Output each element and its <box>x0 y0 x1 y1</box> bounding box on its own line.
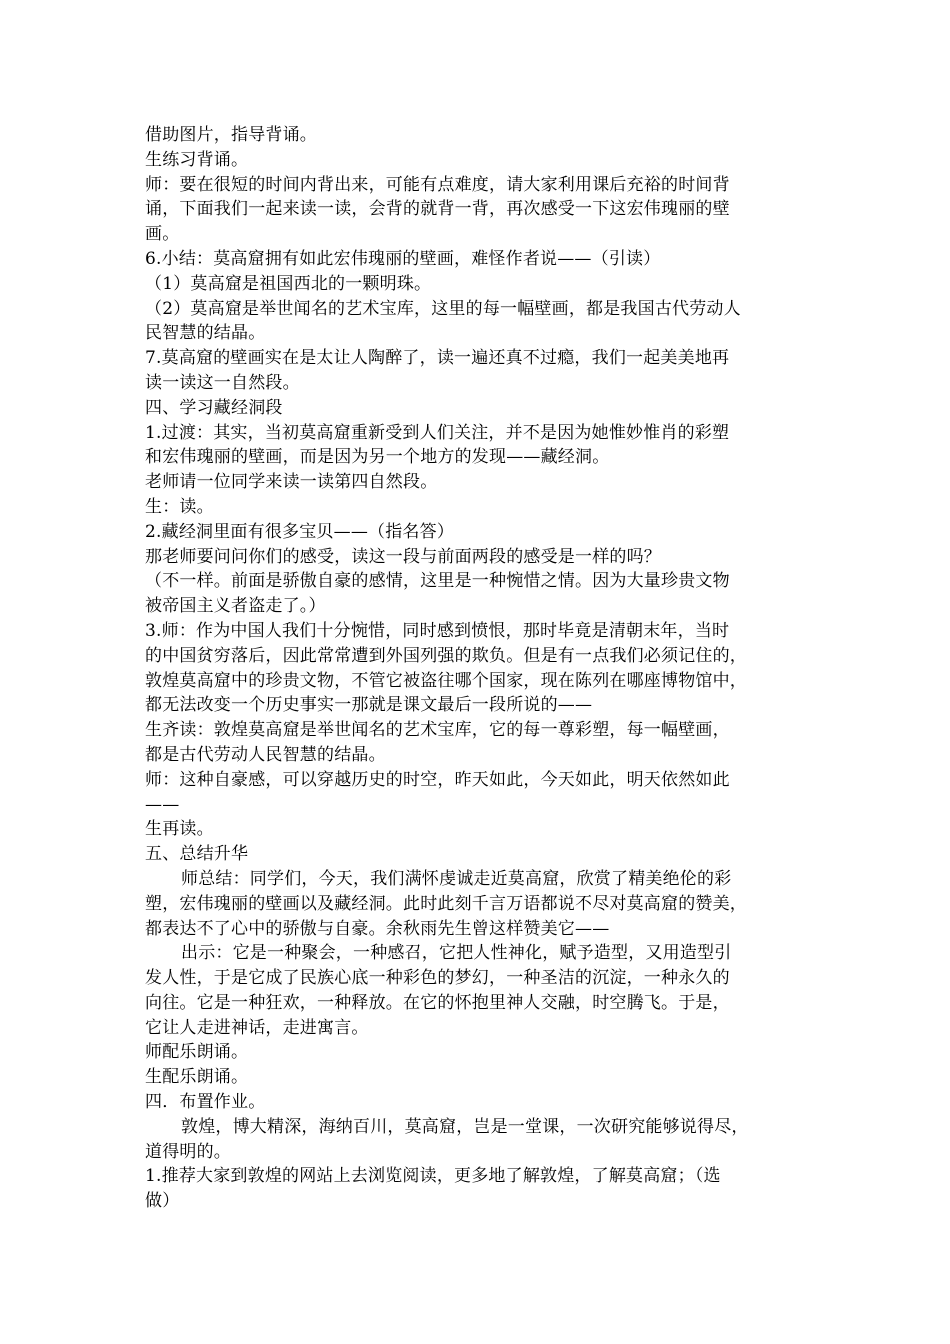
text-line: —— <box>145 794 180 815</box>
text-line: 1.推荐大家到敦煌的网站上去浏览阅读，更多地了解敦煌，了解莫高窟；（选 <box>145 1166 721 1187</box>
text-line: 6.小结：莫高窟拥有如此宏伟瑰丽的壁画，难怪作者说——（引读） <box>145 248 661 269</box>
text-line: （不一样。前面是骄傲自豪的感情，这里是一种惋惜之情。因为大量珍贵文物 <box>145 571 730 592</box>
text-line: 塑，宏伟瑰丽的壁画以及藏经洞。此时此刻千言万语都说不尽对莫高窟的赞美， <box>145 893 747 914</box>
text-line: 出示：它是一种聚会，一种感召，它把人性神化，赋予造型，又用造型引 <box>181 943 732 964</box>
text-line: 生配乐朗诵。 <box>145 1067 249 1088</box>
text-line: 道得明的。 <box>145 1141 231 1162</box>
text-line: 师总结：同学们，今天，我们满怀虔诚走近莫高窟，欣赏了精美绝伦的彩 <box>181 868 732 889</box>
text-line: 被帝国主义者盗走了。） <box>145 596 326 617</box>
text-line: 生：读。 <box>145 496 214 517</box>
text-line: 借助图片，指导背诵。 <box>145 125 317 145</box>
text-line: 都是古代劳动人民智慧的结晶。 <box>145 744 386 765</box>
text-line: 民智慧的结晶。 <box>145 323 266 344</box>
text-line: 它让人走进神话，走进寓言。 <box>145 1017 369 1038</box>
text-line: 读一读这一自然段。 <box>145 372 300 393</box>
text-line: （1）莫高窟是祖国西北的一颗明珠。 <box>145 273 432 294</box>
text-line: 都表达不了心中的骄傲与自豪。余秋雨先生曾这样赞美它—— <box>145 918 610 939</box>
text-line: 生齐读：敦煌莫高窟是举世闻名的艺术宝库，它的每一尊彩塑，每一幅壁画， <box>145 720 730 741</box>
text-line: 向往。它是一种狂欢，一种释放。在它的怀抱里神人交融，时空腾飞。于是， <box>145 992 730 1013</box>
text-line: 2.藏经洞里面有很多宝贝——（指名答） <box>145 521 455 542</box>
text-line: 老师请一位同学来读一读第四自然段。 <box>145 472 438 493</box>
document-page <box>145 123 815 1214</box>
text-line: 生再读。 <box>145 819 214 840</box>
text-line: 那老师要问问你们的感受，读这一段与前面两段的感受是一样的吗？ <box>145 546 661 567</box>
text-line: 师：要在很短的时间内背出来，可能有点难度，请大家利用课后充裕的时间背 <box>145 174 730 195</box>
text-line: 敦煌莫高窟中的珍贵文物，不管它被盗往哪个国家，现在陈列在哪座博物馆中， <box>145 670 747 691</box>
text-line: 诵，下面我们一起来读一读，会背的就背一背，再次感受一下这宏伟瑰丽的壁 <box>145 199 730 220</box>
text-line: 1.过渡：其实，当初莫高窟重新受到人们关注，并不是因为她惟妙惟肖的彩塑 <box>145 422 730 443</box>
text-line: 五、总结升华 <box>145 844 249 865</box>
text-line: 的中国贫穷落后，因此常常遭到外国列强的欺负。但是有一点我们必须记住的， <box>145 645 747 666</box>
text-line: 师配乐朗诵。 <box>145 1042 249 1063</box>
text-line: 和宏伟瑰丽的壁画，而是因为另一个地方的发现——藏经洞。 <box>145 447 610 468</box>
text-line: （2）莫高窟是举世闻名的艺术宝库，这里的每一幅壁画，都是我国古代劳动人 <box>145 298 741 319</box>
text-line: 生练习背诵。 <box>145 149 249 170</box>
text-line: 发人性，于是它成了民族心底一种彩色的梦幻，一种圣洁的沉淀，一种永久的 <box>145 968 730 989</box>
text-line: 3.师：作为中国人我们十分惋惜，同时感到愤恨，那时毕竟是清朝末年，当时 <box>145 620 730 641</box>
text-line: 画。 <box>145 224 180 245</box>
text-line: 师：这种自豪感，可以穿越历史的时空，昨天如此，今天如此，明天依然如此 <box>145 769 730 790</box>
text-line: 敦煌，博大精深，海纳百川，莫高窟，岂是一堂课，一次研究能够说得尽， <box>181 1116 749 1137</box>
text-line: 做） <box>145 1191 180 1212</box>
text-line: 四、学习藏经洞段 <box>145 397 283 418</box>
text-line: 四．布置作业。 <box>145 1092 266 1113</box>
text-line: 都无法改变一个历史事实一那就是课文最后一段所说的—— <box>145 695 593 716</box>
text-line: 7.莫高窟的壁画实在是太让人陶醉了，读一遍还真不过瘾，我们一起美美地再 <box>145 348 730 369</box>
